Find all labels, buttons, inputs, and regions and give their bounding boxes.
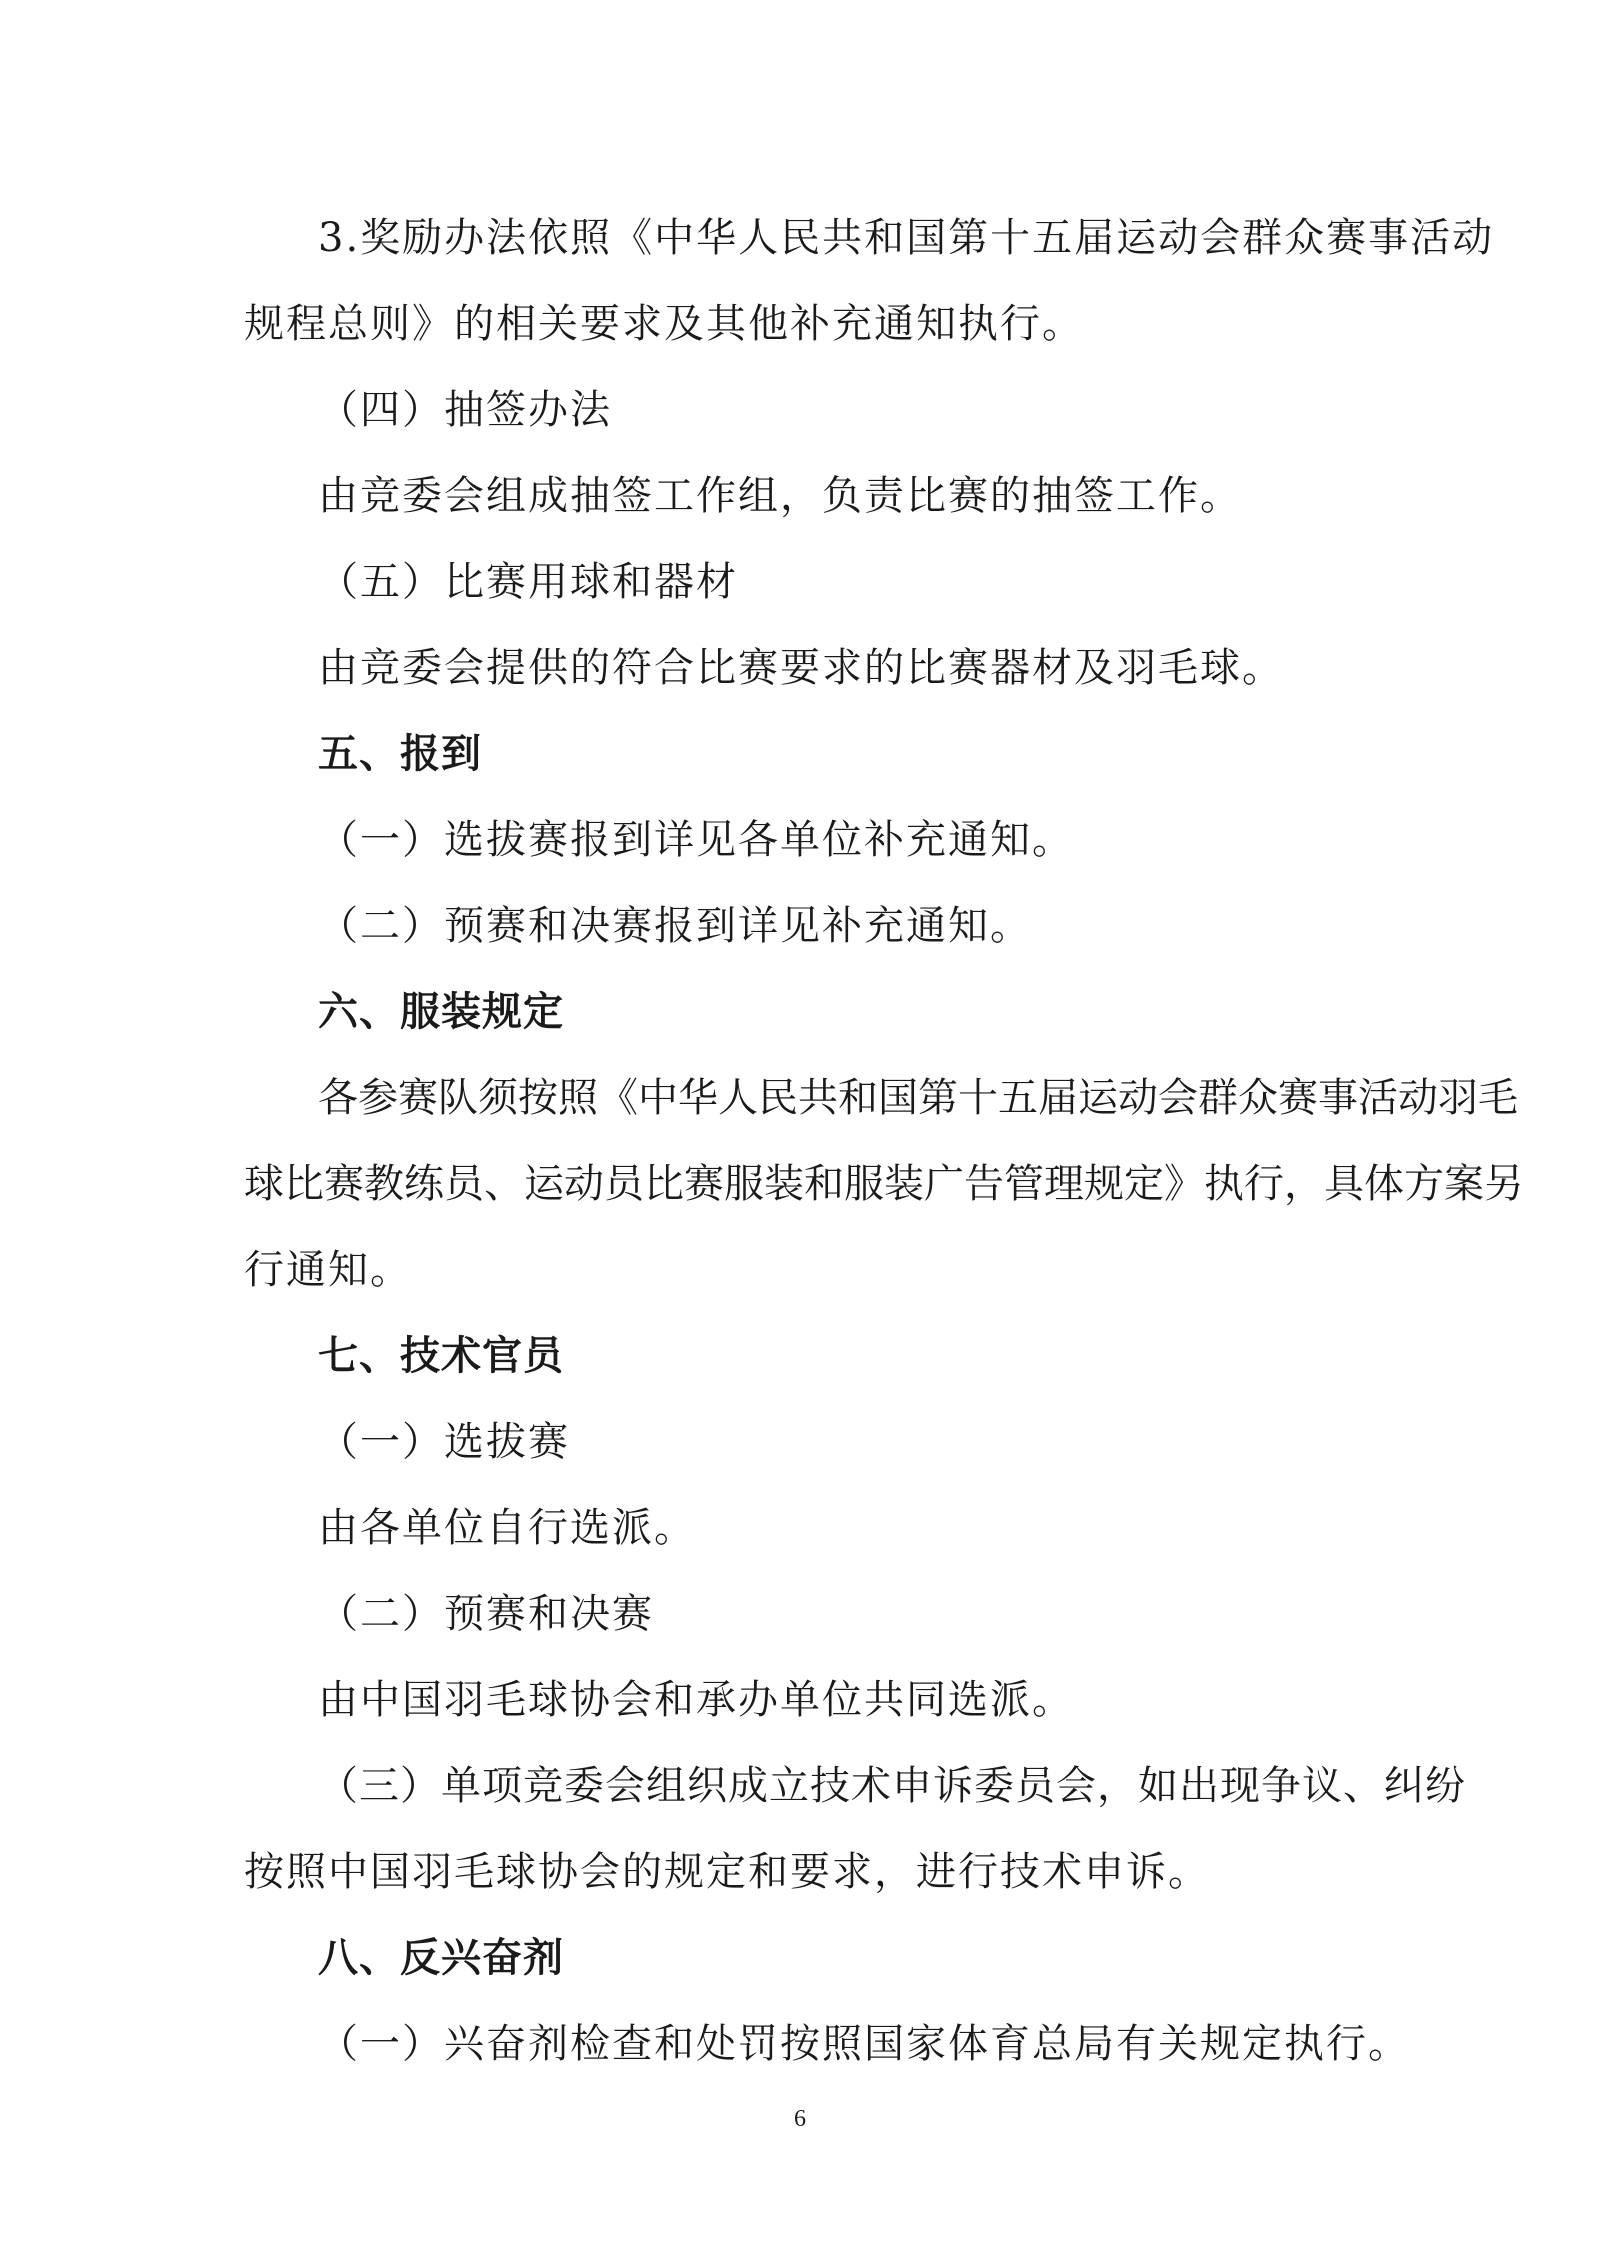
list-item: （三）单项竞委会组织成立技术申诉委员会，如出现争议、纠纷 [318, 1763, 1466, 1809]
list-item: （一）选拔赛报到详见各单位补充通知。 [318, 817, 1074, 863]
paragraph-line: 规程总则》的相关要求及其他补充通知执行。 [244, 301, 1084, 347]
section-heading: 五、报到 [318, 731, 482, 777]
list-item: （一）兴奋剂检查和处罚按照国家体育总局有关规定执行。 [318, 2021, 1410, 2067]
section-heading: 七、技术官员 [318, 1333, 564, 1379]
subsection-heading: （一）选拔赛 [318, 1419, 570, 1465]
subsection-heading: （二）预赛和决赛 [318, 1591, 654, 1637]
subsection-heading: （五）比赛用球和器材 [318, 559, 738, 605]
page-number: 6 [794, 2106, 806, 2132]
subsection-heading: （四）抽签办法 [318, 387, 612, 433]
paragraph-line: 按照中国羽毛球协会的规定和要求，进行技术申诉。 [244, 1849, 1210, 1895]
section-heading: 八、反兴奋剂 [318, 1935, 564, 1981]
paragraph-line: 球比赛教练员、运动员比赛服装和服装广告管理规定》执行，具体方案另 [244, 1161, 1524, 1207]
paragraph-line: 3.奖励办法依照《中华人民共和国第十五届运动会群众赛事活动 [318, 215, 1495, 261]
paragraph-line: 由竞委会提供的符合比赛要求的比赛器材及羽毛球。 [318, 645, 1284, 691]
section-heading: 六、服装规定 [318, 989, 564, 1035]
list-item: （二）预赛和决赛报到详见补充通知。 [318, 903, 1032, 949]
paragraph-line: 由各单位自行选派。 [318, 1505, 696, 1551]
paragraph-line: 行通知。 [244, 1247, 412, 1293]
paragraph-line: 由竞委会组成抽签工作组，负责比赛的抽签工作。 [318, 473, 1242, 519]
paragraph-line: 各参赛队须按照《中华人民共和国第十五届运动会群众赛事活动羽毛 [318, 1075, 1518, 1121]
paragraph-line: 由中国羽毛球协会和承办单位共同选派。 [318, 1677, 1074, 1723]
